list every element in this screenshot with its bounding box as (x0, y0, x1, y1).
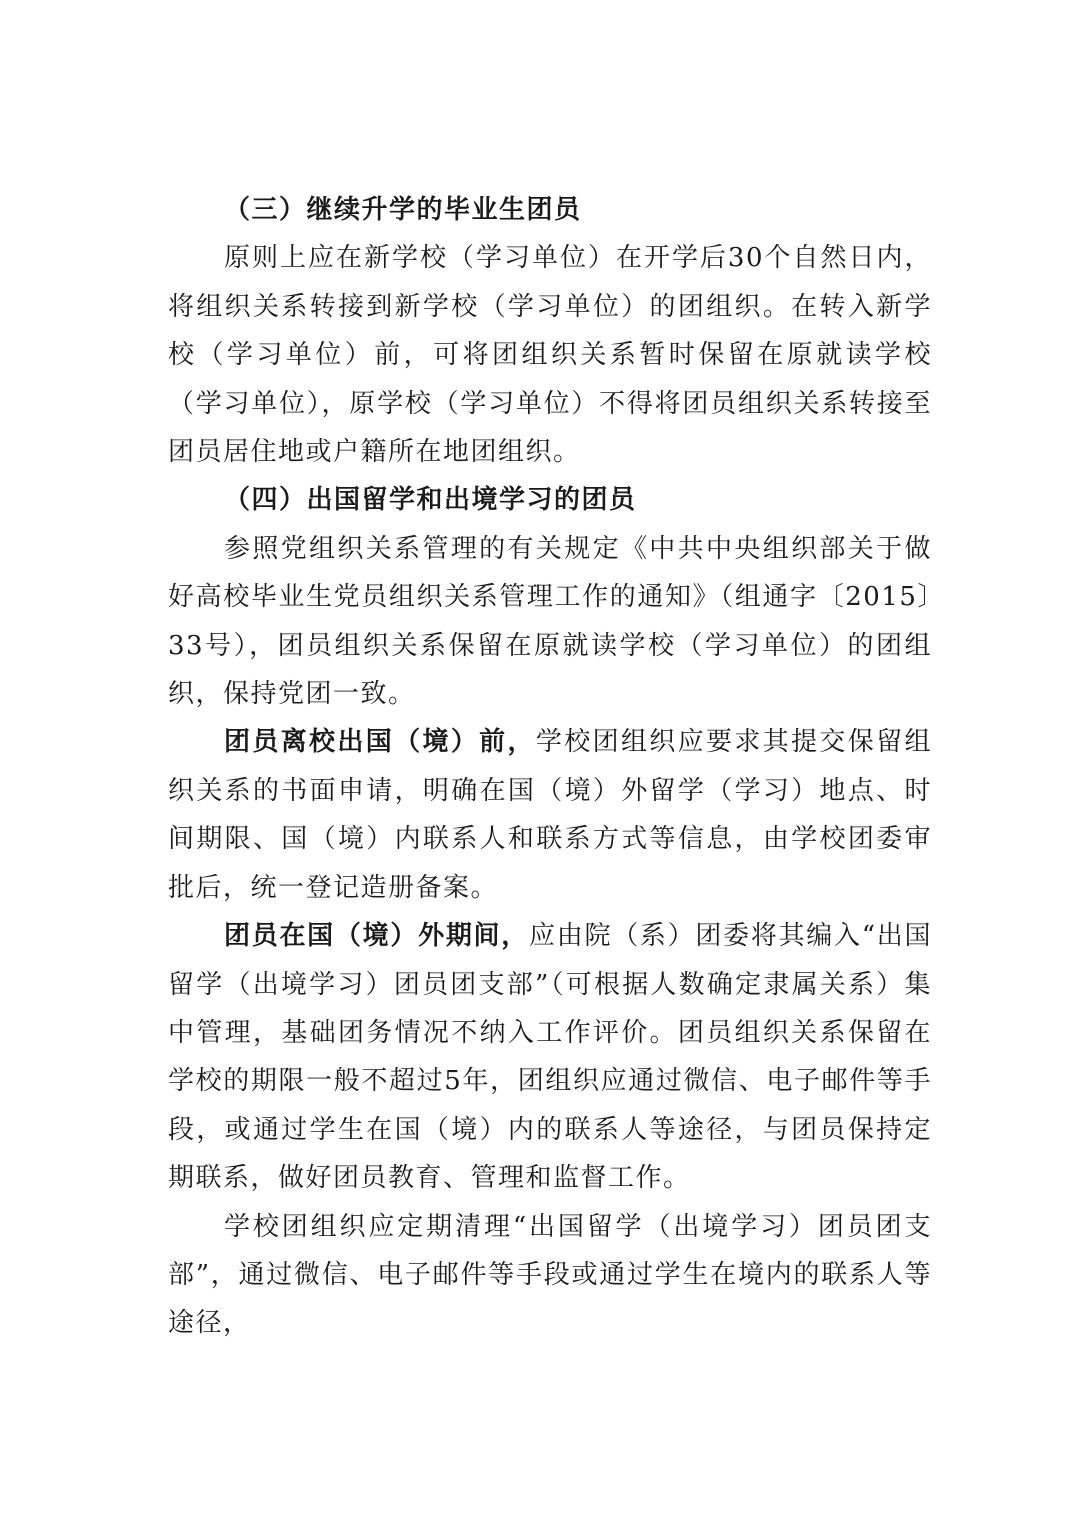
paragraph-2-lead: 团员离校出国（境）前， (224, 727, 536, 758)
section-4-heading: （四）出国留学和出境学习的团员 (224, 485, 637, 516)
section-3-heading: （三）继续升学的毕业生团员 (224, 195, 582, 225)
paragraph-2-text: 学校团组织应要求其提交保留组织关系的书面申请，明确在国（境）外留学（学习）地点、时间期限、国（境）内联系人和联系方式等信息，由学校团委审批后，统一登记造册备案。 (168, 727, 932, 903)
paragraph-3-lead: 团员在国（境）外期间， (224, 921, 530, 952)
paragraph-3-text: 应由院（系）团委将其编入“出国留学（出境学习）团员团支部”（可根据人数确定隶属关系）集中管理，基础团务情况不纳入工作评价。团员组织关系保留在学校的期限一般不超过5年，团组织应通过微信、电子邮件等手段，或通过学生在国（境）内的联系人等途径，与团员保持定期联系，做好团员教育、管理和监督工作。 (168, 921, 932, 1194)
section-4-paragraph-3 (168, 912, 932, 1202)
section-4-paragraph-4: 学校团组织应定期清理“出国留学（出境学习）团员团支部”，通过微信、电子邮件等手段或通过学生在境内的联系人等途径， (168, 1211, 932, 1339)
section-4-paragraph-2 (168, 718, 932, 912)
document-body (168, 186, 932, 1348)
section-4-paragraph-1: 参照党组织关系管理的有关规定《中共中央组织部关于做好高校毕业生党员组织关系管理工作的通知》（组通字〔2015〕33号），团员组织关系保留在原就读学校（学习单位）的团组织，保持党团一致。 (168, 533, 932, 710)
section-3-body: 原则上应在新学校（学习单位）在开学后30个自然日内，将组织关系转接到新学校（学习单位）的团组织。在转入新学校（学习单位）前，可将团组织关系暂时保留在原就读学校（学习单位），原学校（学习单位）不得将团员组织关系转接至团员居住地或户籍所在地团组织。 (168, 243, 932, 468)
